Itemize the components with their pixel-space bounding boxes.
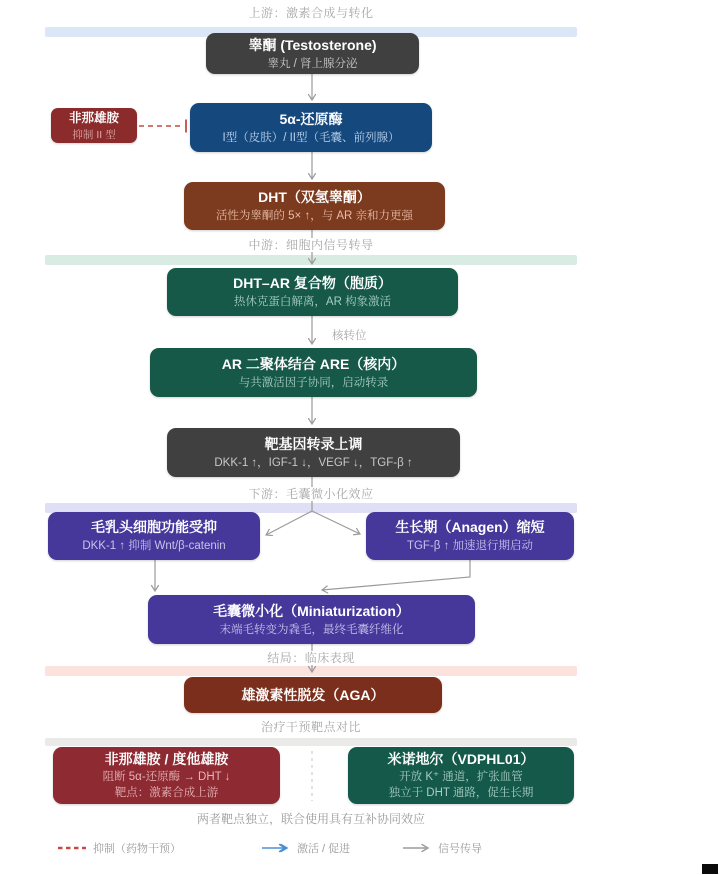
node-ar-dimer-are <box>150 348 477 397</box>
node-title: DHT–AR 复合物（胞质） <box>233 275 392 291</box>
node-line1: 阻断 5α-还原酶 → DHT ↓ <box>102 771 231 783</box>
legend-item-inhibit <box>57 840 181 856</box>
section-label-upstream: 上游：激素合成与转化 <box>45 4 577 21</box>
node-title: 生长期（Anagen）缩短 <box>395 519 545 535</box>
corner-black-bar <box>702 864 718 874</box>
node-dht <box>184 182 445 230</box>
node-line1: 开放 K⁺ 通道，扩张血管 <box>399 771 523 783</box>
legend-label: 信号传导 <box>438 843 482 855</box>
node-treatment-minoxidil <box>348 747 574 804</box>
node-title: 非那雄胺 <box>68 110 119 125</box>
node-title: 睾酮 (Testosterone) <box>248 36 377 53</box>
node-line2: 靶点：激素合成上游 <box>114 787 219 799</box>
node-subtitle: 活性为睾酮的 5× ↑，与 AR 亲和力更强 <box>215 210 414 222</box>
node-dht-ar-complex <box>167 268 458 316</box>
node-subtitle: TGF-β ↑ 加速退行期启动 <box>406 540 534 552</box>
legend <box>0 840 720 856</box>
node-testosterone <box>206 33 419 74</box>
node-subtitle: 热休克蛋白解离，AR 构象激活 <box>233 296 392 308</box>
node-title: 非那雄胺 / 度他雄胺 <box>104 751 229 767</box>
legend-label: 抑制（药物干预） <box>93 843 181 855</box>
node-5a-reductase <box>190 103 432 152</box>
node-target-genes <box>167 428 460 477</box>
node-finasteride-inhibitor <box>51 108 137 143</box>
arrow-split-to-papilla <box>266 511 312 535</box>
signal-arrow-icon <box>402 843 432 853</box>
node-subtitle: 抑制 II 型 <box>72 128 116 141</box>
node-title: DHT（双氢睾酮） <box>258 189 371 205</box>
node-title: AR 二聚体结合 ARE（核内） <box>221 355 406 372</box>
node-treatment-finasteride <box>53 747 280 804</box>
synergy-footnote: 两者靶点独立，联合使用具有互补协同效应 <box>196 812 425 826</box>
edge-label-nuclear-translocation: 核转位 <box>330 327 369 343</box>
legend-item-activate <box>261 840 350 856</box>
node-subtitle: 末端毛转变为毳毛，最终毛囊纤维化 <box>219 623 404 636</box>
node-title: 毛乳头细胞功能受抑 <box>91 519 217 535</box>
node-line2: 独立于 DHT 通路，促生长期 <box>388 787 534 799</box>
node-subtitle: 睾丸 / 肾上腺分泌 <box>267 57 358 70</box>
node-subtitle: DKK-1 ↑，IGF-1 ↓，VEGF ↓，TGF-β ↑ <box>214 456 413 469</box>
section-label-midstream: 中游：细胞内信号转导 <box>45 236 577 253</box>
legend-label: 激活 / 促进 <box>297 843 351 855</box>
section-label-treatment: 治疗干预靶点对比 <box>45 718 577 735</box>
activate-arrow-icon <box>261 843 291 853</box>
inhibition-arrow-finasteride <box>139 120 186 133</box>
node-aga <box>184 677 442 713</box>
arrow-anagen-to-miniaturization <box>322 560 470 590</box>
node-title: 米诺地尔（VDPHL01） <box>387 751 535 767</box>
inhibit-dashed-line-icon <box>57 843 87 853</box>
section-label-downstream: 下游：毛囊微小化效应 <box>45 485 577 502</box>
legend-item-signal <box>402 840 482 856</box>
arrow-split-to-anagen <box>312 511 360 534</box>
node-title: 雄激素性脱发（AGA） <box>241 686 385 703</box>
node-title: 5α-还原酶 <box>279 110 343 127</box>
node-subtitle: I型（皮肤）/ II型（毛囊、前列腺） <box>222 131 400 144</box>
section-label-outcome: 结局：临床表现 <box>45 649 577 666</box>
node-title: 毛囊微小化（Miniaturization） <box>213 602 410 619</box>
node-subtitle: 与共激活因子协同，启动转录 <box>238 376 389 389</box>
node-miniaturization <box>148 595 475 644</box>
node-subtitle: DKK-1 ↑ 抑制 Wnt/β-catenin <box>82 540 226 552</box>
node-anagen-shortened <box>366 512 574 560</box>
node-dermal-papilla <box>48 512 260 560</box>
node-title: 靶基因转录上调 <box>264 435 363 452</box>
